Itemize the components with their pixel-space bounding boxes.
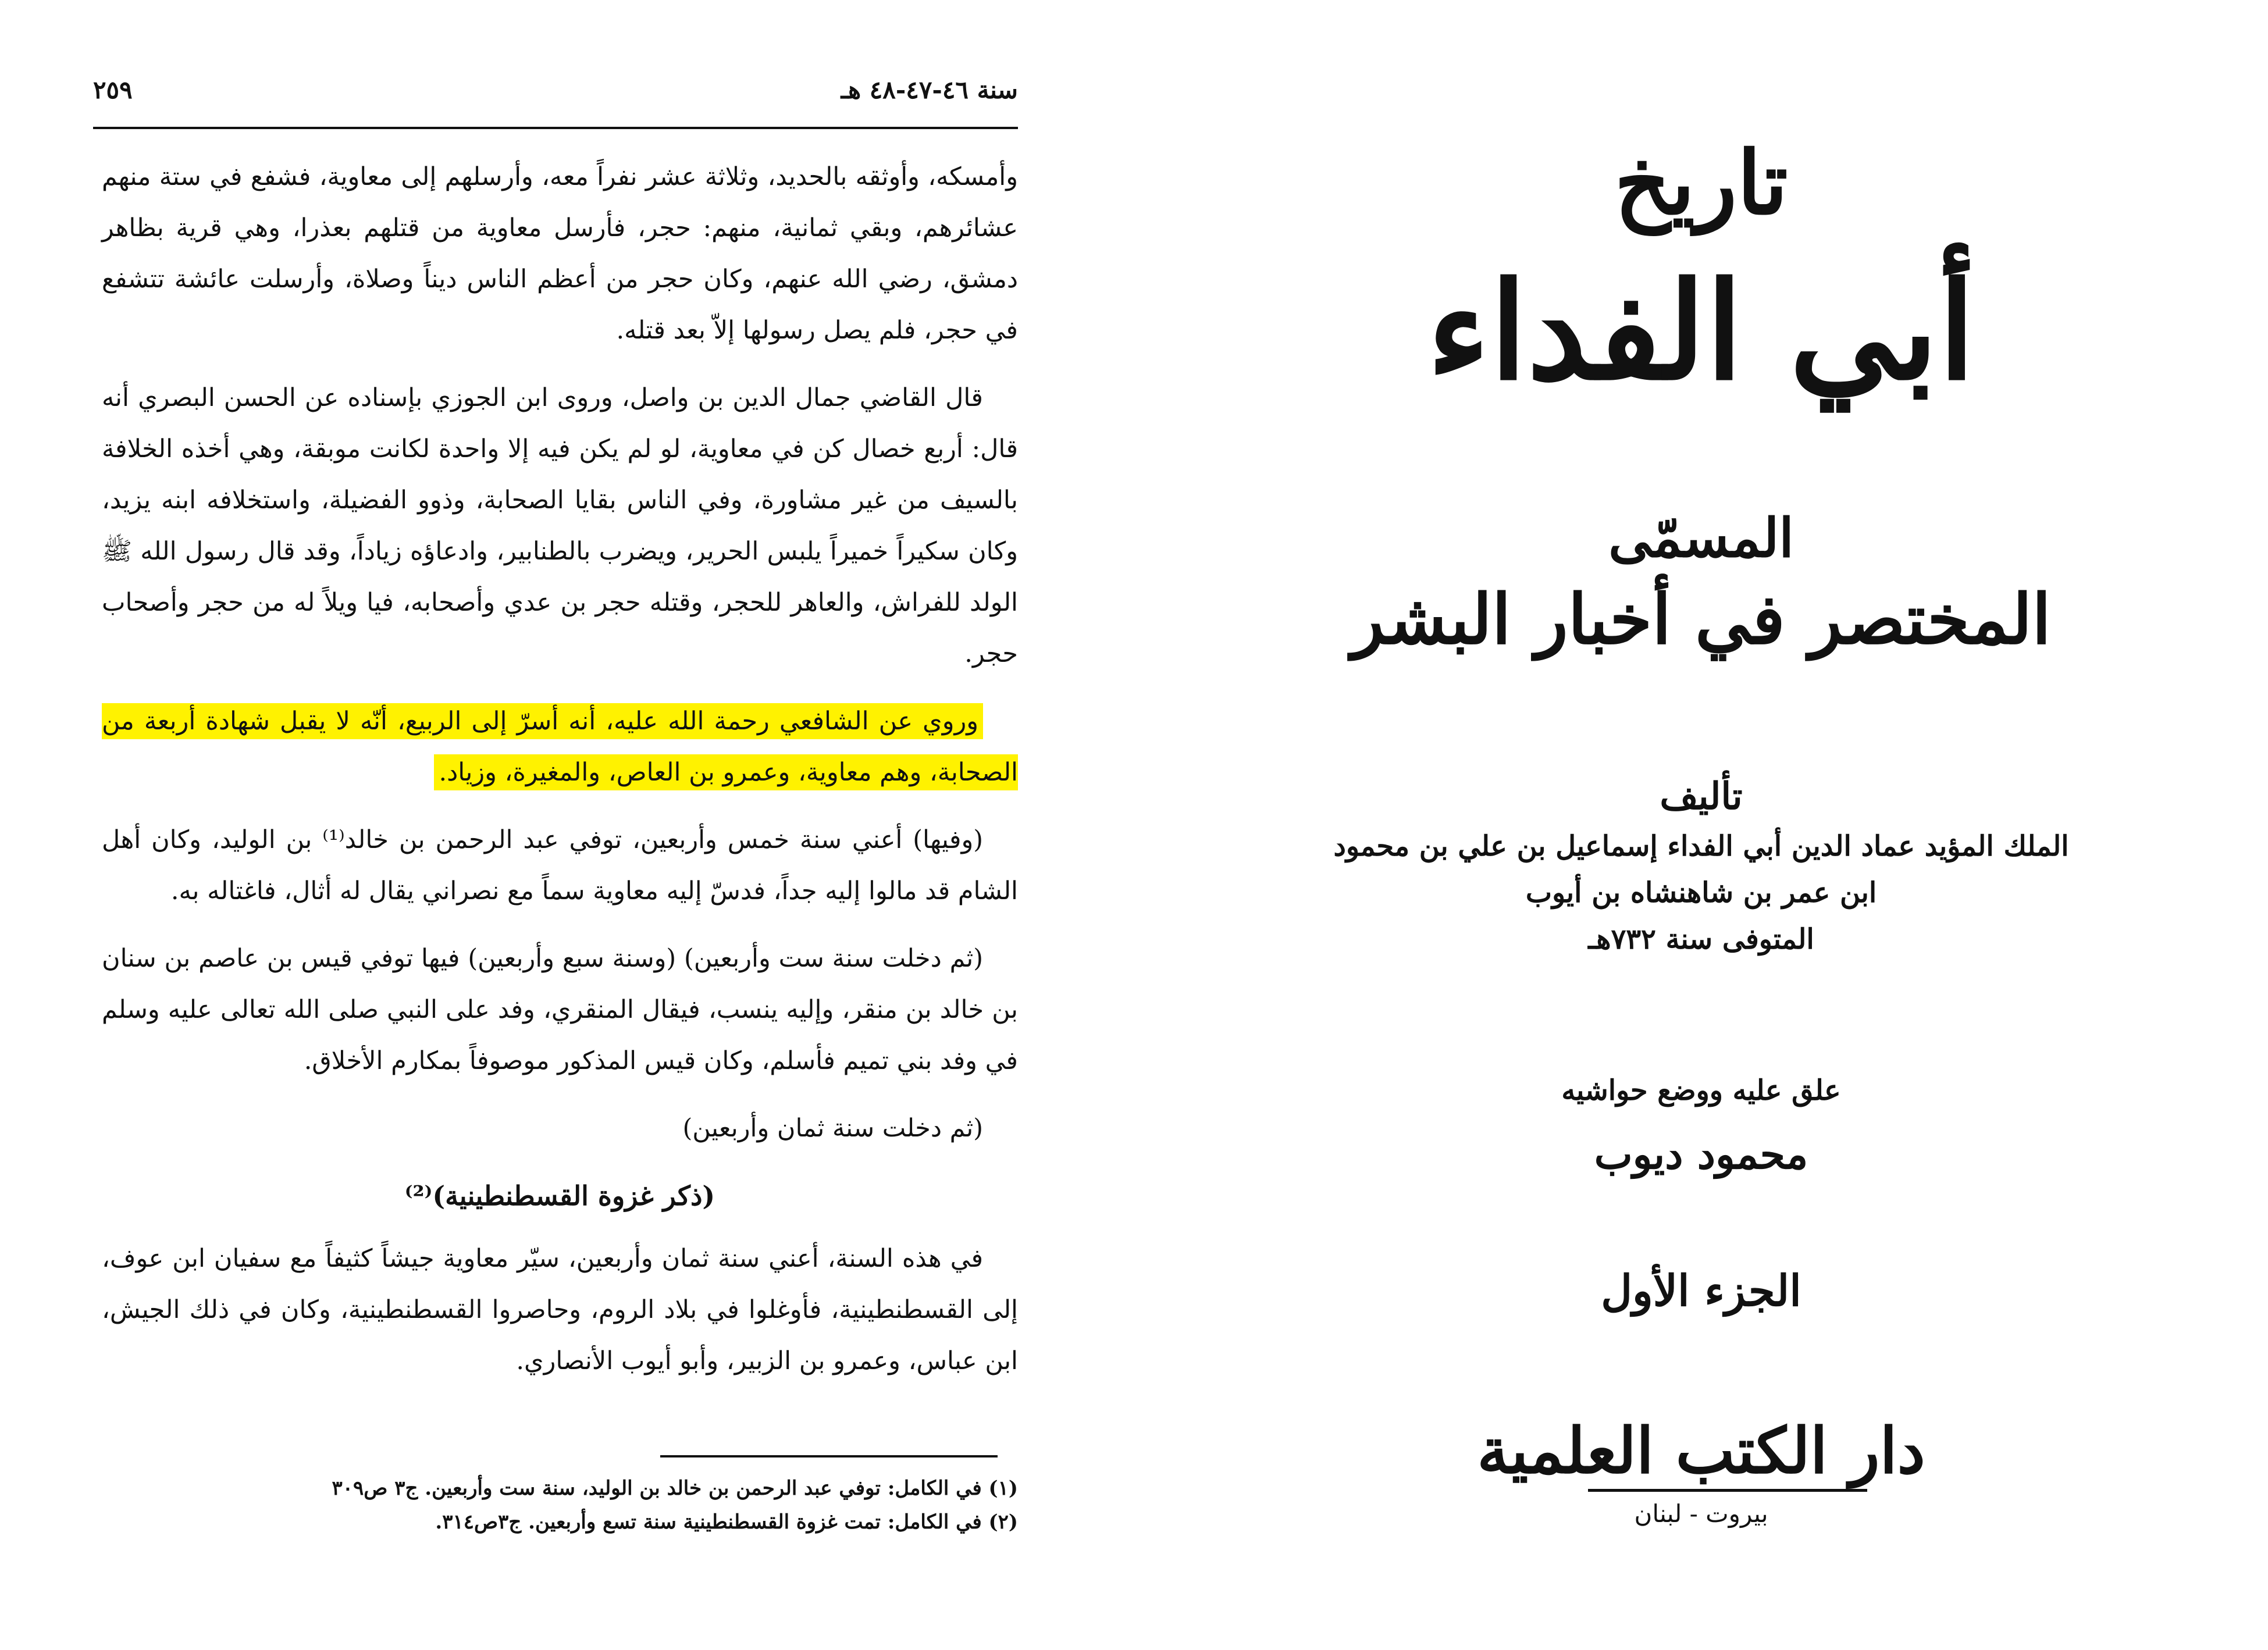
editor-name: محمود ديوب [1594, 1130, 1808, 1178]
named-label: المسمّى [1608, 507, 1794, 569]
paragraph: (ثم دخلت سنة ست وأربعين) (وسنة سبع وأربعين) فيها توفي قيس بن عاصم بن سنان بن خالد بن منقر، وإليه ينسب، فيقال المنقري، وفد على النبي صلى الله تعالى عليه وسلم في وفد بني تميم فأسلم، وكان قيس المذكور موصوفاً بمكارم الأخلاق. [102, 944, 1018, 1075]
volume-label: الجزء الأول [1601, 1266, 1801, 1316]
footnotes [244, 1471, 1018, 1539]
subtitle: المختصر في أخبار البشر [1351, 579, 2052, 660]
paragraph: وأمسكه، وأوثقه بالحديد، وثلاثة عشر نفراً معه، وأرسلهم إلى معاوية، فشفع في ستة منهم عشائرهم، وبقي ثمانية، منهم: حجر، فأرسل معاوية من قتلهم بعذرا، وهي قرية بظاهر دمشق، رضي الله عنهم، وكان حجر من أعظم الناس ديناً وصلاة، وأرسلت عائشة تتشفع في حجر، فلم يصل رسولها إلاّ بعد قتله. [102, 162, 1018, 345]
publisher-logo: دار الكتب العلمية [1477, 1414, 1925, 1488]
footnote: (٢) في الكامل: تمت غزوة القسطنطينية سنة تسع وأربعين. ج٣ص٣١٤. [435, 1510, 1018, 1534]
body-text [102, 151, 1018, 1403]
page-number: ٢٥٩ [93, 76, 133, 104]
footnote-rule [660, 1455, 998, 1457]
header-title: سنة ٤٦-٤٧-٤٨ هـ [841, 76, 1018, 104]
author-line-1: الملك المؤيد عماد الدين أبي الفداء إسماعيل بن علي بن محمود [1333, 830, 2069, 863]
highlighted-paragraph [102, 696, 1018, 798]
title-main: أبي الفداء [1427, 253, 1975, 410]
right-page [1134, 0, 2268, 1650]
annotation-label: علق عليه ووضع حواشيه [1561, 1074, 1841, 1107]
section-heading: (ذكر غزوة القسطنطينية)⁽²⁾ [404, 1180, 715, 1211]
header-rule [93, 127, 1018, 129]
author-death-year: المتوفى سنة ٧٣٢هـ [1588, 923, 1814, 956]
publisher-underline [1588, 1489, 1867, 1492]
publisher-city: بيروت - لبنان [1634, 1499, 1768, 1528]
paragraph: قال القاضي جمال الدين بن واصل، وروى ابن الجوزي بإسناده عن الحسن البصري أنه قال: أربع خصال كن في معاوية، لو لم يكن فيه إلا واحدة لكانت موبقة، وهي أخذه الخلافة بالسيف من غير مشاورة، وفي الناس بقايا الصحابة، وذوو الفضيلة، واستخلافه ابنه يزيد، وكان سكيراً خميراً يلبس الحرير، ويضرب بالطنابير، وادعاؤه زياداً، وقد قال رسول الله ﷺ الولد للفراش، والعاهر للحجر، وقتله حجر بن عدي وأصحابه، فيا ويلاً له من حجر وأصحاب حجر. [102, 383, 1018, 668]
author-line-2: ابن عمر بن شاهنشاه بن أيوب [1525, 876, 1877, 909]
paragraph: في هذه السنة، أعني سنة ثمان وأربعين، سيّر معاوية جيشاً كثيفاً مع سفيان ابن عوف، إلى القسطنطينية، فأوغلوا في بلاد الروم، وحاصروا القسطنطينية، وكان في ذلك الجيش، ابن عباس، وعمرو بن الزبير، وأبو أيوب الأنصاري. [102, 1244, 1018, 1375]
page-header [93, 76, 1018, 116]
title-word: تاريخ [1614, 132, 1788, 234]
highlighted-text: وروي عن الشافعي رحمة الله عليه، أنه أسرّ إلى الربيع، أنّه لا يقبل شهادة أربعة من الصحابة، وهم معاوية، وعمرو بن العاص، والمغيرة، وزياد. [102, 703, 1018, 790]
footnote: (١) في الكامل: توفي عبد الرحمن بن خالد بن الوليد، سنة ست وأربعين. ج٣ ص٣٠٩ [332, 1477, 1018, 1500]
authorship-label: تأليف [1660, 775, 1743, 818]
paragraph: (ثم دخلت سنة ثمان وأربعين) [682, 1114, 983, 1143]
paragraph: (وفيها) أعني سنة خمس وأربعين، توفي عبد الرحمن بن خالد⁽¹⁾ بن الوليد، وكان أهل الشام قد مالوا إليه جداً، فدسّ إليه معاوية سماً مع نصراني يقال له أثال، فاغتاله به. [102, 825, 1018, 906]
